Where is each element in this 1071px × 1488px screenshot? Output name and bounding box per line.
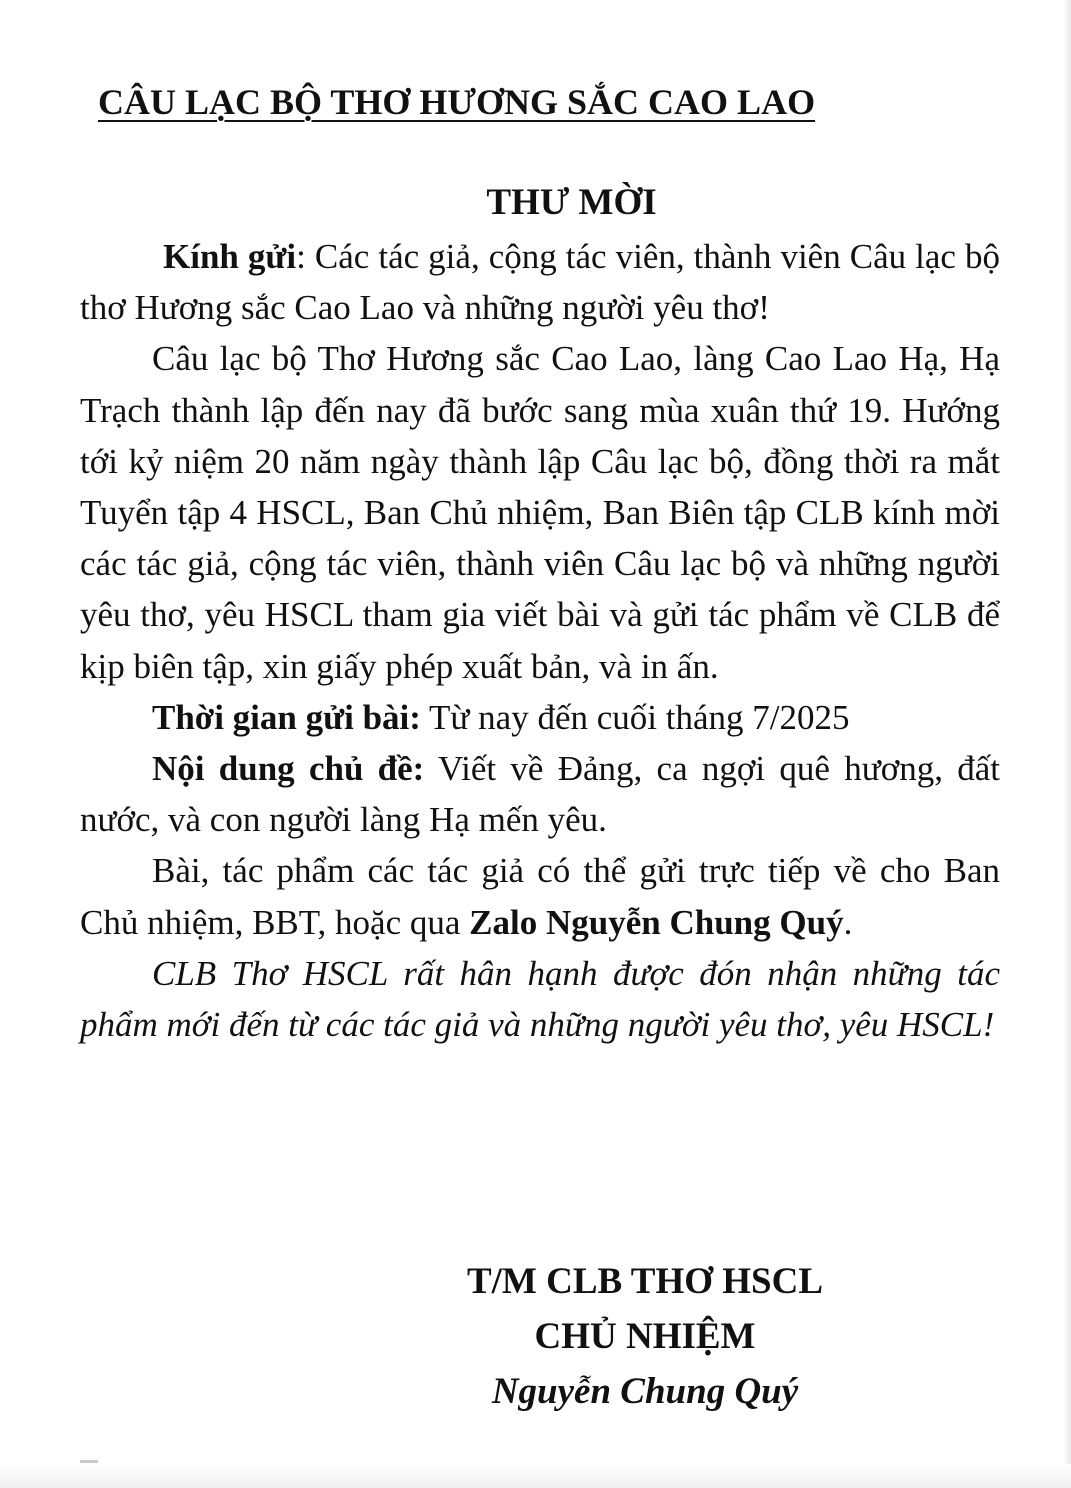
signature-block <box>400 1254 890 1419</box>
greeting-paragraph <box>80 231 1000 333</box>
closing-paragraph: CLB Thơ HSCL rất hân hạnh được đón nhận những tác phẩm mới đến từ các tác giả và những người yêu thơ, yêu HSCL! <box>80 953 1000 1045</box>
club-title: CÂU LẠC BỘ THƠ HƯƠNG SẮC CAO LAO <box>98 82 816 122</box>
topic-value: Viết về Đảng, ca ngợi quê hương, đất nước, và con người làng Hạ mến yêu. <box>80 749 1000 840</box>
greeting-colon: : <box>296 237 306 276</box>
greeting-text: Các tác giả, cộng tác viên, thành viên Câu lạc bộ thơ Hương sắc Cao Lao và những người yêu thơ! <box>80 237 1000 328</box>
signature-position: CHỦ NHIỆM <box>534 1316 756 1357</box>
deadline-paragraph <box>80 692 1000 743</box>
topic-label: Nội dung chủ đề: <box>152 749 425 789</box>
submission-end: . <box>843 902 853 942</box>
submission-paragraph <box>80 845 1000 947</box>
letter-title: THƯ MỜI <box>486 182 657 223</box>
page-bottom-shadow <box>0 1464 1071 1488</box>
signature-name: Nguyễn Chung Quý <box>491 1371 799 1412</box>
intro-paragraph: Câu lạc bộ Thơ Hương sắc Cao Lao, làng Cao Lao Hạ, Hạ Trạch thành lập đến nay đã bước sang mùa xuân thứ 19. Hướng tới kỷ niệm 20 năm ngày thành lập Câu lạc bộ, đồng thời ra mắt Tuyển tập 4 HSCL, Ban Chủ nhiệm, Ban Biên tập CLB kính mời các tác giả, cộng tác viên, thành viên Câu lạc bộ và những người yêu thơ, yêu HSCL tham gia viết bài và gửi tác phẩm về CLB để kịp biên tập, xin giấy phép xuất bản, và in ấn. <box>80 339 1000 686</box>
deadline-label: Thời gian gửi bài: <box>152 697 421 737</box>
submission-text: Bài, tác phẩm các tác giả có thể gửi trực tiếp về cho Ban Chủ nhiệm, BBT, hoặc qua <box>80 851 1000 942</box>
submission-contact: Zalo Nguyễn Chung Quý <box>469 902 844 942</box>
signature-on-behalf: T/M CLB THƠ HSCL <box>466 1261 824 1302</box>
scan-mark <box>80 1460 98 1463</box>
deadline-value: Từ nay đến cuối tháng 7/2025 <box>420 697 850 737</box>
greeting-label: Kính gửi <box>163 237 297 276</box>
page-edge-shadow <box>1063 0 1071 1488</box>
letter-body <box>80 231 1000 1050</box>
topic-paragraph <box>80 743 1000 845</box>
